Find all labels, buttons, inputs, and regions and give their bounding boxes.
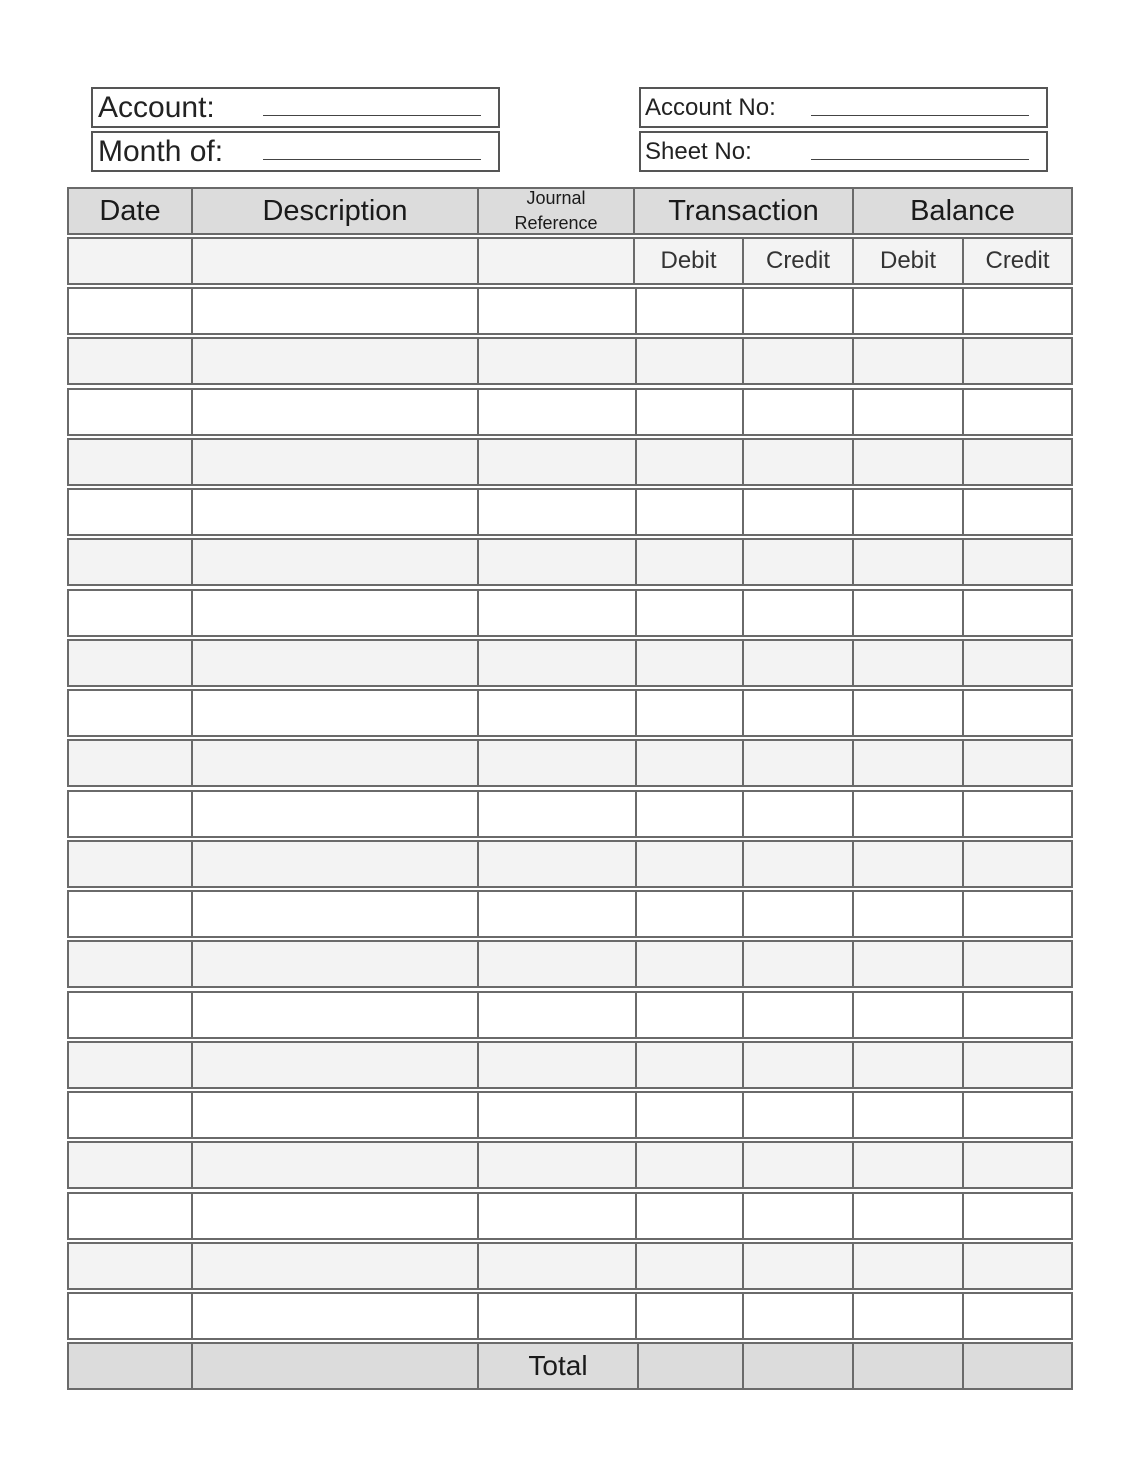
transaction-credit-cell[interactable] (742, 287, 854, 335)
date-cell[interactable] (67, 739, 193, 787)
transaction-credit-cell[interactable] (742, 589, 854, 637)
transaction-debit-header: Debit (633, 237, 744, 285)
balance-debit-cell[interactable] (852, 1192, 964, 1240)
transaction-debit-cell[interactable] (635, 689, 744, 737)
date-cell[interactable] (67, 589, 193, 637)
date-cell[interactable] (67, 1041, 193, 1089)
date-cell[interactable] (67, 287, 193, 335)
description-cell[interactable] (191, 940, 479, 988)
transaction-debit-cell[interactable] (635, 438, 744, 486)
description-cell[interactable] (191, 488, 479, 536)
transaction-debit-cell[interactable] (635, 388, 744, 436)
description-cell[interactable] (191, 1192, 479, 1240)
journal-reference-subheader (477, 237, 635, 285)
balance-debit-cell[interactable] (852, 639, 964, 687)
account-fill-line[interactable] (263, 115, 481, 116)
journal-reference-cell[interactable] (477, 739, 637, 787)
date-cell[interactable] (67, 840, 193, 888)
sheet-no-field[interactable] (639, 131, 1048, 172)
date-cell[interactable] (67, 1192, 193, 1240)
total-transaction-credit-cell[interactable] (742, 1342, 854, 1390)
balance-credit-cell[interactable] (962, 1192, 1073, 1240)
transaction-credit-cell[interactable] (742, 739, 854, 787)
date-cell[interactable] (67, 388, 193, 436)
date-cell[interactable] (67, 790, 193, 838)
transaction-debit-cell[interactable] (635, 739, 744, 787)
description-cell[interactable] (191, 1041, 479, 1089)
transaction-debit-cell[interactable] (635, 840, 744, 888)
transaction-debit-cell[interactable] (635, 1192, 744, 1240)
description-cell[interactable] (191, 739, 479, 787)
journal-reference-cell[interactable] (477, 689, 637, 737)
description-subheader (191, 237, 479, 285)
sheet-no-fill-line[interactable] (811, 159, 1029, 160)
balance-credit-cell[interactable] (962, 840, 1073, 888)
date-cell[interactable] (67, 940, 193, 988)
date-cell[interactable] (67, 1292, 193, 1340)
balance-credit-cell[interactable] (962, 1242, 1073, 1290)
balance-debit-cell[interactable] (852, 991, 964, 1039)
balance-debit-cell[interactable] (852, 1141, 964, 1189)
transaction-debit-cell[interactable] (635, 1141, 744, 1189)
transaction-credit-cell[interactable] (742, 991, 854, 1039)
transaction-credit-cell[interactable] (742, 538, 854, 586)
transaction-credit-cell[interactable] (742, 1292, 854, 1340)
month-label: Month of: (98, 134, 224, 168)
balance-credit-cell[interactable] (962, 790, 1073, 838)
transaction-debit-cell[interactable] (635, 589, 744, 637)
balance-credit-cell[interactable] (962, 589, 1073, 637)
transaction-credit-cell[interactable] (742, 1091, 854, 1139)
balance-credit-cell[interactable] (962, 1041, 1073, 1089)
transaction-credit-header: Credit (742, 237, 854, 285)
description-header: Description (191, 187, 479, 235)
journal-reference-cell[interactable] (477, 438, 637, 486)
balance-credit-cell[interactable] (962, 639, 1073, 687)
transaction-debit-cell[interactable] (635, 337, 744, 385)
date-subheader (67, 237, 193, 285)
description-cell[interactable] (191, 890, 479, 938)
total-date-cell (67, 1342, 193, 1390)
transaction-credit-cell[interactable] (742, 1242, 854, 1290)
journal-reference-cell[interactable] (477, 840, 637, 888)
description-cell[interactable] (191, 538, 479, 586)
balance-debit-cell[interactable] (852, 488, 964, 536)
balance-credit-cell[interactable] (962, 388, 1073, 436)
balance-debit-cell[interactable] (852, 689, 964, 737)
balance-debit-cell[interactable] (852, 337, 964, 385)
balance-credit-cell[interactable] (962, 940, 1073, 988)
balance-debit-cell[interactable] (852, 287, 964, 335)
date-cell[interactable] (67, 689, 193, 737)
transaction-debit-cell[interactable] (635, 1041, 744, 1089)
transaction-debit-cell[interactable] (635, 790, 744, 838)
balance-credit-cell[interactable] (962, 1292, 1073, 1340)
transaction-credit-cell[interactable] (742, 388, 854, 436)
date-header: Date (67, 187, 193, 235)
transaction-credit-cell[interactable] (742, 488, 854, 536)
balance-debit-cell[interactable] (852, 890, 964, 938)
date-cell[interactable] (67, 538, 193, 586)
journal-reference-cell[interactable] (477, 337, 637, 385)
journal-reference-cell[interactable] (477, 1242, 637, 1290)
journal-reference-cell[interactable] (477, 940, 637, 988)
balance-debit-cell[interactable] (852, 840, 964, 888)
balance-credit-cell[interactable] (962, 890, 1073, 938)
account-field[interactable] (91, 87, 500, 128)
transaction-debit-cell[interactable] (635, 639, 744, 687)
date-cell[interactable] (67, 1141, 193, 1189)
transaction-credit-cell[interactable] (742, 940, 854, 988)
transaction-credit-cell[interactable] (742, 840, 854, 888)
balance-debit-cell[interactable] (852, 739, 964, 787)
description-cell[interactable] (191, 1242, 479, 1290)
total-description-cell (191, 1342, 479, 1390)
journal-reference-cell[interactable] (477, 488, 637, 536)
transaction-credit-cell[interactable] (742, 1141, 854, 1189)
journal-reference-cell[interactable] (477, 1141, 637, 1189)
balance-credit-header: Credit (962, 237, 1073, 285)
description-cell[interactable] (191, 589, 479, 637)
transaction-credit-cell[interactable] (742, 337, 854, 385)
description-cell[interactable] (191, 689, 479, 737)
transaction-debit-cell[interactable] (635, 538, 744, 586)
transaction-credit-cell[interactable] (742, 890, 854, 938)
transaction-debit-cell[interactable] (635, 1091, 744, 1139)
description-cell[interactable] (191, 287, 479, 335)
balance-debit-cell[interactable] (852, 438, 964, 486)
journal-reference-cell[interactable] (477, 639, 637, 687)
month-fill-line[interactable] (263, 159, 481, 160)
balance-debit-header: Debit (852, 237, 964, 285)
description-cell[interactable] (191, 1292, 479, 1340)
journal-reference-cell[interactable] (477, 388, 637, 436)
description-cell[interactable] (191, 639, 479, 687)
description-cell[interactable] (191, 388, 479, 436)
account-no-label: Account No: (645, 93, 776, 121)
balance-credit-cell[interactable] (962, 739, 1073, 787)
transaction-credit-cell[interactable] (742, 1192, 854, 1240)
journal-reference-cell[interactable] (477, 890, 637, 938)
date-cell[interactable] (67, 488, 193, 536)
journal-reference-cell[interactable] (477, 1041, 637, 1089)
journal-reference-cell[interactable] (477, 1192, 637, 1240)
date-cell[interactable] (67, 890, 193, 938)
journal-reference-cell[interactable] (477, 790, 637, 838)
balance-debit-cell[interactable] (852, 589, 964, 637)
journal-reference-cell[interactable] (477, 589, 637, 637)
transaction-header: Transaction (633, 187, 854, 235)
transaction-debit-cell[interactable] (635, 1292, 744, 1340)
transaction-credit-cell[interactable] (742, 790, 854, 838)
date-cell[interactable] (67, 991, 193, 1039)
balance-credit-cell[interactable] (962, 991, 1073, 1039)
total-label: Total (477, 1342, 639, 1390)
date-cell[interactable] (67, 438, 193, 486)
balance-credit-cell[interactable] (962, 438, 1073, 486)
balance-credit-cell[interactable] (962, 287, 1073, 335)
month-field[interactable] (91, 131, 500, 172)
description-cell[interactable] (191, 790, 479, 838)
transaction-credit-cell[interactable] (742, 1041, 854, 1089)
transaction-debit-cell[interactable] (635, 890, 744, 938)
balance-debit-cell[interactable] (852, 1242, 964, 1290)
transaction-debit-cell[interactable] (635, 488, 744, 536)
balance-header: Balance (852, 187, 1073, 235)
balance-debit-cell[interactable] (852, 388, 964, 436)
balance-credit-cell[interactable] (962, 337, 1073, 385)
account-label: Account: (98, 90, 215, 124)
date-cell[interactable] (67, 1091, 193, 1139)
balance-credit-cell[interactable] (962, 689, 1073, 737)
total-balance-credit-cell[interactable] (962, 1342, 1073, 1390)
journal-reference-header: Journal Reference (477, 187, 635, 235)
balance-debit-cell[interactable] (852, 1091, 964, 1139)
total-transaction-debit-cell[interactable] (637, 1342, 744, 1390)
balance-debit-cell[interactable] (852, 940, 964, 988)
account-no-field[interactable] (639, 87, 1048, 128)
transaction-debit-cell[interactable] (635, 940, 744, 988)
balance-debit-cell[interactable] (852, 790, 964, 838)
description-cell[interactable] (191, 1091, 479, 1139)
balance-debit-cell[interactable] (852, 1292, 964, 1340)
balance-credit-cell[interactable] (962, 1141, 1073, 1189)
journal-reference-cell[interactable] (477, 287, 637, 335)
balance-credit-cell[interactable] (962, 538, 1073, 586)
balance-credit-cell[interactable] (962, 1091, 1073, 1139)
description-cell[interactable] (191, 337, 479, 385)
transaction-debit-cell[interactable] (635, 991, 744, 1039)
transaction-credit-cell[interactable] (742, 438, 854, 486)
account-no-fill-line[interactable] (811, 115, 1029, 116)
date-cell[interactable] (67, 337, 193, 385)
balance-credit-cell[interactable] (962, 488, 1073, 536)
balance-debit-cell[interactable] (852, 1041, 964, 1089)
journal-reference-cell[interactable] (477, 1292, 637, 1340)
journal-reference-cell[interactable] (477, 1091, 637, 1139)
date-cell[interactable] (67, 639, 193, 687)
description-cell[interactable] (191, 840, 479, 888)
sheet-no-label: Sheet No: (645, 137, 752, 165)
transaction-debit-cell[interactable] (635, 287, 744, 335)
journal-reference-cell[interactable] (477, 538, 637, 586)
total-balance-debit-cell[interactable] (852, 1342, 964, 1390)
date-cell[interactable] (67, 1242, 193, 1290)
balance-debit-cell[interactable] (852, 538, 964, 586)
transaction-debit-cell[interactable] (635, 1242, 744, 1290)
journal-reference-cell[interactable] (477, 991, 637, 1039)
description-cell[interactable] (191, 1141, 479, 1189)
transaction-credit-cell[interactable] (742, 639, 854, 687)
description-cell[interactable] (191, 438, 479, 486)
description-cell[interactable] (191, 991, 479, 1039)
transaction-credit-cell[interactable] (742, 689, 854, 737)
